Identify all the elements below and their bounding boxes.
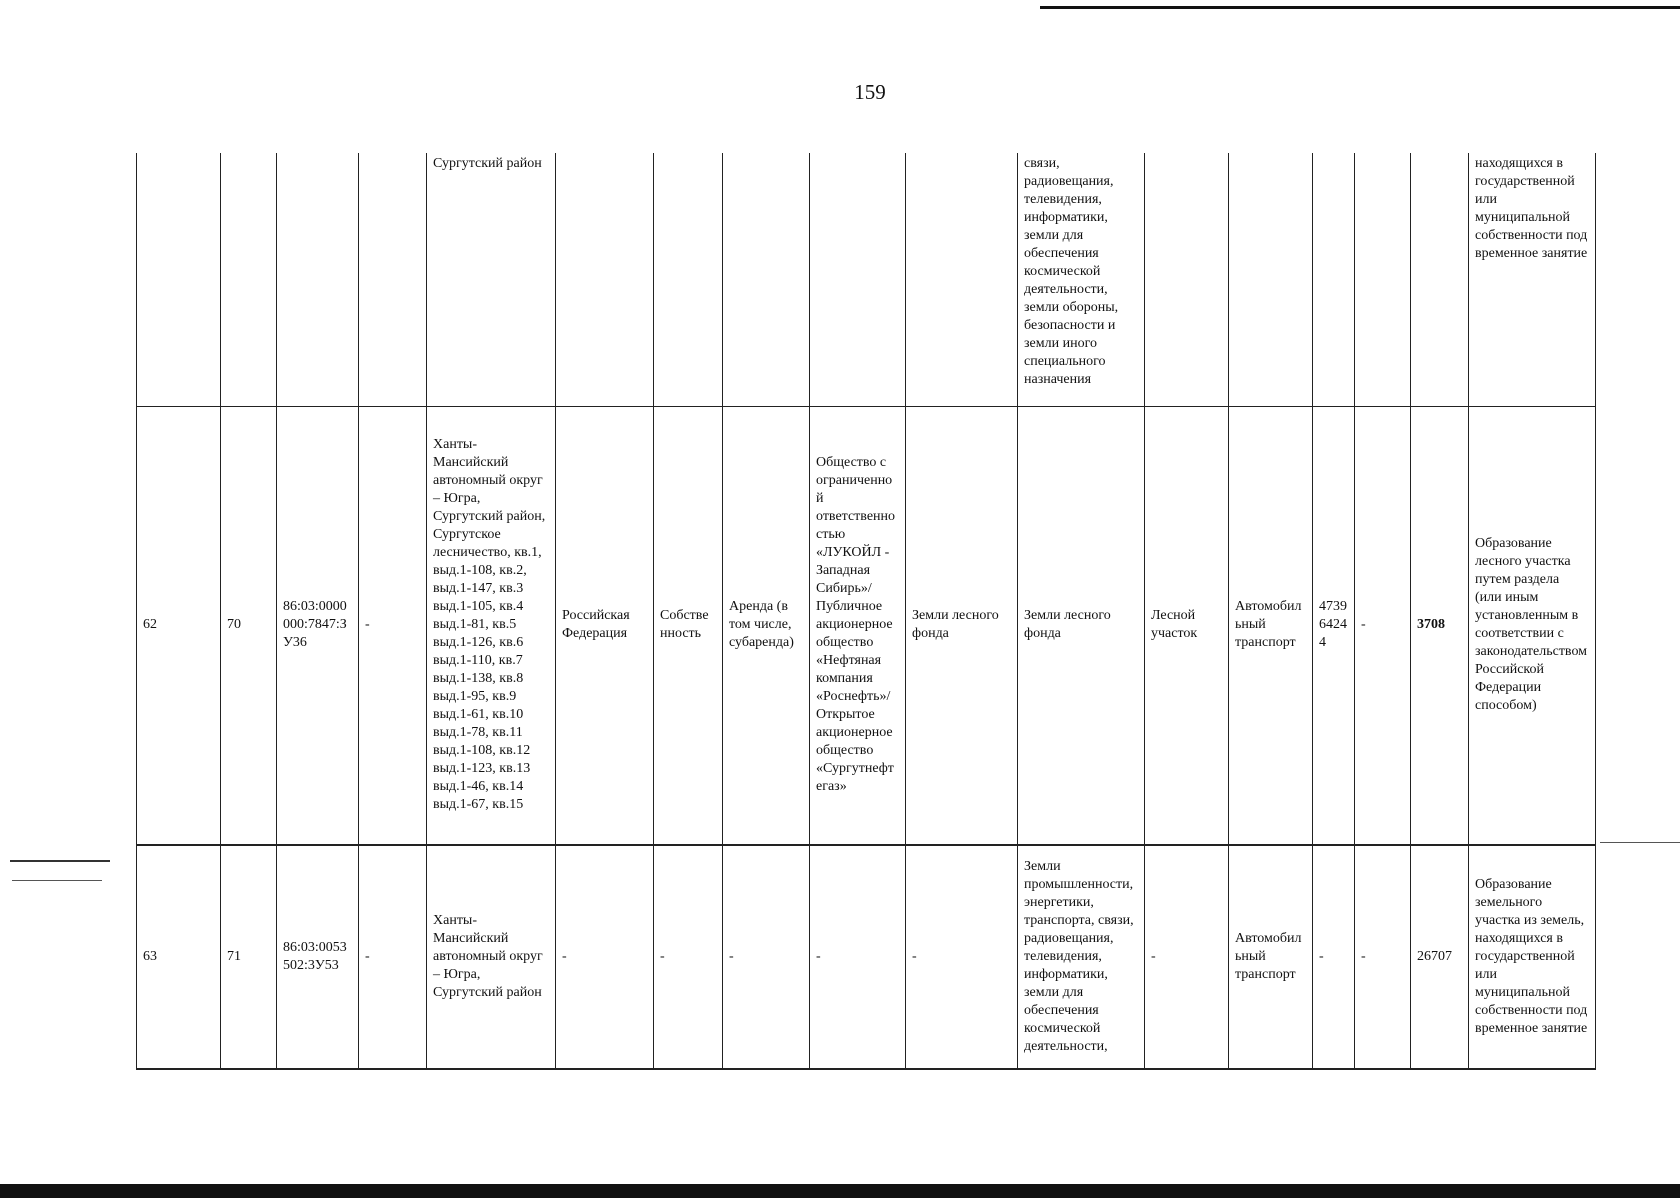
cell: 71 bbox=[221, 845, 277, 1069]
cell-right-type: Собственность bbox=[654, 406, 723, 845]
cell bbox=[810, 153, 906, 406]
cell bbox=[1355, 153, 1411, 406]
cell-area: 26707 bbox=[1411, 845, 1469, 1069]
cell: Лесной участок bbox=[1145, 406, 1229, 845]
scan-mark bbox=[1600, 842, 1680, 843]
cell: находящихся в государственной или муниципальной собственности под временное занятие bbox=[1469, 153, 1596, 406]
scan-mark bbox=[12, 880, 102, 881]
cell-location: Ханты-Мансийский автономный округ – Югра, Сургутский район bbox=[427, 845, 556, 1069]
cell: - bbox=[654, 845, 723, 1069]
cell-location: Ханты-Мансийский автономный округ – Югра, Сургутский район, Сургутское лесничество, кв.1, выд.1-108, кв.2, выд.1-147, кв.3 выд.1-105, кв.4 выд.1-81, кв.5 выд.1-126, кв.6 выд.1-110, кв.7 выд.1-138, кв.8 выд.1-95, кв.9 выд.1-61, кв.10 выд.1-78, кв.11 выд.1-108, кв.12 выд.1-123, кв.13 выд.1-46, кв.14 выд.1-67, кв.15 bbox=[427, 406, 556, 845]
table-row bbox=[137, 845, 1596, 1069]
cell-land-use: Земли промышленности, энергетики, транспорта, связи, радиовещания, телевидения, информатики, земли для обеспечения космической деятельности, bbox=[1018, 845, 1145, 1069]
cell bbox=[556, 153, 654, 406]
cell: - bbox=[1355, 845, 1411, 1069]
cell bbox=[1411, 153, 1469, 406]
table-row bbox=[137, 153, 1596, 406]
cell: - bbox=[1313, 845, 1355, 1069]
cell-holder: Общество с ограниченной ответственностью «ЛУКОЙЛ - Западная Сибирь»/Публичное акционерное общество «Нефтяная компания «Роснефть»/Открытое акционерное общество «Сургутнефтегаз» bbox=[810, 406, 906, 845]
cell bbox=[906, 153, 1018, 406]
cell-area: 3708 bbox=[1411, 406, 1469, 845]
cell bbox=[1145, 153, 1229, 406]
cell bbox=[723, 153, 810, 406]
cell: - bbox=[359, 406, 427, 845]
cell: - bbox=[556, 845, 654, 1069]
page-number: 159 bbox=[854, 80, 886, 104]
cell bbox=[1229, 153, 1313, 406]
cell: - bbox=[810, 845, 906, 1069]
cell: - bbox=[1355, 406, 1411, 845]
cell-row-number: 63 bbox=[137, 845, 221, 1069]
cell: - bbox=[723, 845, 810, 1069]
cell-encumbrance: Аренда (в том числе, субаренда) bbox=[723, 406, 810, 845]
cell: Сургутский район bbox=[427, 153, 556, 406]
cell: 4739 6424 4 bbox=[1313, 406, 1355, 845]
cell: Автомобильный транспорт bbox=[1229, 845, 1313, 1069]
cell-owner: Российская Федерация bbox=[556, 406, 654, 845]
cell bbox=[359, 153, 427, 406]
land-register-table bbox=[136, 153, 1596, 1070]
cell bbox=[1313, 153, 1355, 406]
cell-formation-method: Образование земельного участка из земель, находящихся в государственной или муниципальной собственности под временное занятие bbox=[1469, 845, 1596, 1069]
cell: - bbox=[359, 845, 427, 1069]
cell: Автомобильный транспорт bbox=[1229, 406, 1313, 845]
cell-cadastral-number: 86:03:0053502:3У53 bbox=[277, 845, 359, 1069]
cell-land-category: Земли лесного фонда bbox=[906, 406, 1018, 845]
scan-mark bbox=[10, 860, 110, 862]
cell bbox=[277, 153, 359, 406]
cell-cadastral-number: 86:03:0000000:7847:ЗУ36 bbox=[277, 406, 359, 845]
bottom-rule bbox=[0, 1184, 1680, 1198]
cell-land-use: Земли лесного фонда bbox=[1018, 406, 1145, 845]
cell: 70 bbox=[221, 406, 277, 845]
cell: связи, радиовещания, телевидения, информатики, земли для обеспечения космической деятельности, земли обороны, безопасности и земли иного специального назначения bbox=[1018, 153, 1145, 406]
table-row bbox=[137, 406, 1596, 845]
cell bbox=[654, 153, 723, 406]
cell-formation-method: Образование лесного участка путем раздела (или иным установленным в соответствии с законодательством Российской Федерации способом) bbox=[1469, 406, 1596, 845]
cell bbox=[221, 153, 277, 406]
cell bbox=[137, 153, 221, 406]
cell-row-number: 62 bbox=[137, 406, 221, 845]
top-rule bbox=[1040, 6, 1680, 9]
cell: - bbox=[1145, 845, 1229, 1069]
cell: - bbox=[906, 845, 1018, 1069]
